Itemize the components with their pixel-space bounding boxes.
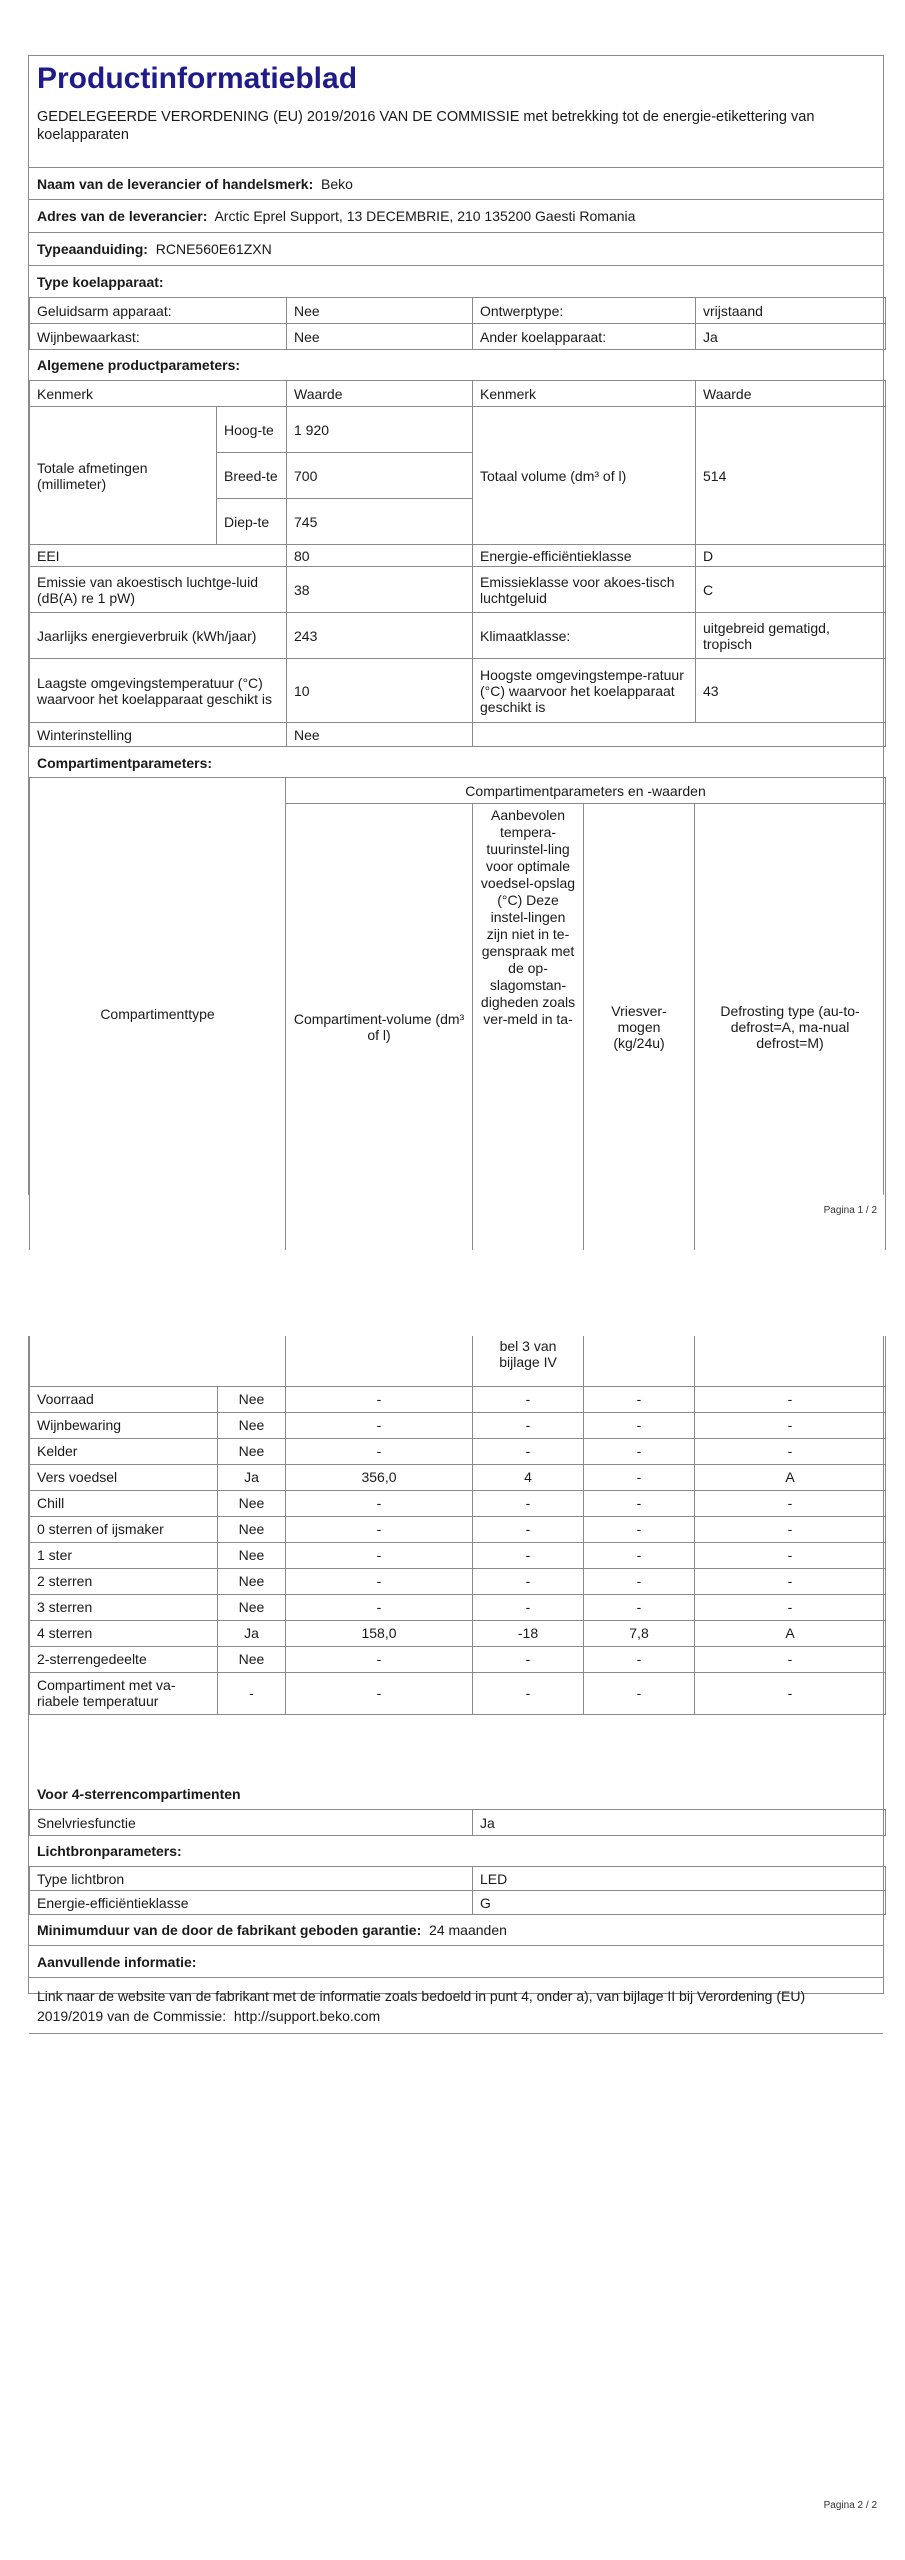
param-label: Emissie van akoestisch luchtge-luid (dB(A) re 1 pW) [30,567,287,613]
compartment-temp: - [473,1594,584,1620]
compartment-present: Nee [218,1490,286,1516]
param-value: 80 [287,545,473,567]
param-label: Klimaatklasse: [473,613,696,659]
compartment-freeze: - [584,1464,695,1490]
general-table [29,380,886,747]
total-volume-value: 514 [696,407,886,545]
compartment-present: - [218,1672,286,1714]
compartment-temp: - [473,1412,584,1438]
compartment-header-table [29,777,886,1250]
compartment-name: Chill [30,1490,218,1516]
compartment-defrost: A [695,1620,886,1646]
compartment-defrost: - [695,1516,886,1542]
empty-cell [584,1336,695,1386]
four-star-heading-row [29,1778,883,1810]
dimensions-label: Totale afmetingen (millimeter) [30,407,217,545]
compartment-row [30,1620,886,1646]
page-2 [0,1300,905,2560]
compartment-row [30,1412,886,1438]
general-heading: Algemene productparameters: [37,357,241,373]
compartment-group-header: Compartimentparameters en -waarden [286,778,886,804]
compartment-volume: - [286,1412,473,1438]
dimension-row [30,407,886,453]
compartment-freeze: - [584,1516,695,1542]
compartment-row [30,1672,886,1714]
page-number: Pagina 2 / 2 [823,2500,877,2511]
page-1 [0,0,905,1228]
general-row [30,613,886,659]
compartment-freeze: - [584,1438,695,1464]
dimension-sub-label: Hoog-te [217,407,287,453]
light-label: Type lichtbron [30,1867,473,1891]
dimension-sub-label: Diep-te [217,499,287,545]
compartment-present: Ja [218,1464,286,1490]
compartment-volume: - [286,1438,473,1464]
light-heading-row [29,1835,883,1867]
compartment-temp: - [473,1542,584,1568]
defrost-type-header: Defrosting type (au-to-defrost=A, ma-nual defrost=M) [695,804,886,1250]
compartment-defrost: A [695,1464,886,1490]
compartment-group-row [30,778,886,804]
compartment-temp: -18 [473,1620,584,1646]
compartment-present: Ja [218,1620,286,1646]
light-row [30,1891,886,1915]
compartment-volume: - [286,1386,473,1412]
compartment-defrost: - [695,1594,886,1620]
address-label: Adres van de leverancier: [37,208,208,224]
four-star-heading: Voor 4-sterrencompartimenten [37,1786,241,1802]
compartment-name: Wijnbewaring [30,1412,218,1438]
quick-freeze-label: Snelvriesfunctie [30,1810,473,1836]
compartment-volume: - [286,1568,473,1594]
volume-header: Compartiment-volume (dm³ of l) [286,804,473,1250]
type-label: Ander koelapparaat: [473,324,696,350]
param-value: C [696,567,886,613]
dimension-sub-label: Breed-te [217,453,287,499]
type-heading: Type koelapparaat: [37,274,164,290]
empty-cell [30,1336,286,1386]
winter-label: Winterinstelling [30,723,287,747]
compartment-row [30,1646,886,1672]
model-row [29,233,883,266]
general-header-row [30,381,886,407]
compartment-name: 2 sterren [30,1568,218,1594]
compartment-volume: 158,0 [286,1620,473,1646]
address-value: Arctic Eprel Support, 13 DECEMBRIE, 210 135200 Gaesti Romania [214,208,636,224]
page-number: Pagina 1 / 2 [823,1205,877,1216]
compartment-row [30,1438,886,1464]
page-title: Productinformatieblad [37,62,358,95]
product-sheet-page-1 [28,55,884,1195]
compartment-row [30,1490,886,1516]
compartment-present: Nee [218,1594,286,1620]
compartment-header-continued [30,1336,886,1386]
additional-heading-row [29,1946,883,1978]
column-header: Kenmerk [30,381,287,407]
type-row [30,298,886,324]
type-row [30,324,886,350]
compartment-present: Nee [218,1412,286,1438]
type-value: vrijstaand [696,298,886,324]
general-row [30,567,886,613]
compartment-present: Nee [218,1646,286,1672]
total-volume-label: Totaal volume (dm³ of l) [473,407,696,545]
compartment-heading-row [29,746,883,778]
compartment-temp: 4 [473,1464,584,1490]
model-value: RCNE560E61ZXN [155,241,272,257]
param-value: D [696,545,886,567]
compartment-row [30,1594,886,1620]
supplier-label: Naam van de leverancier of handelsmerk: [37,176,314,192]
dimension-value: 700 [287,453,473,499]
compartment-rows [30,1386,886,1714]
compartment-defrost: - [695,1568,886,1594]
general-row [30,545,886,567]
compartment-row [30,1516,886,1542]
compartment-temp: - [473,1438,584,1464]
quick-freeze-row [30,1810,886,1836]
light-row [30,1867,886,1891]
product-sheet-page-2 [28,1336,884,2024]
compartment-freeze: - [584,1568,695,1594]
empty-cell [286,1336,473,1386]
compartment-volume: - [286,1490,473,1516]
compartment-name: Vers voedsel [30,1464,218,1490]
compartment-name: Compartiment met va-riabele temperatuur [30,1672,218,1714]
warranty-value: 24 maanden [429,1922,507,1938]
compartment-temp: - [473,1672,584,1714]
manufacturer-link[interactable]: http://support.beko.com [233,2008,381,2024]
compartment-heading: Compartimentparameters: [37,755,213,771]
column-header: Kenmerk [473,381,696,407]
compartment-name: 2-sterrengedeelte [30,1646,218,1672]
winter-value: Nee [287,723,473,747]
compartment-temp: - [473,1516,584,1542]
light-value: G [473,1891,886,1915]
empty-cell [473,723,886,747]
compartment-freeze: - [584,1594,695,1620]
light-table [29,1866,886,1915]
compartment-present: Nee [218,1438,286,1464]
supplier-row [29,168,883,200]
param-label: EEI [30,545,287,567]
compartment-volume: - [286,1646,473,1672]
param-value: 10 [287,659,473,723]
compartment-present: Nee [218,1568,286,1594]
compartment-name: 4 sterren [30,1620,218,1646]
compartment-defrost: - [695,1672,886,1714]
compartment-volume: - [286,1542,473,1568]
winter-row [30,723,886,747]
light-label: Energie-efficiëntieklasse [30,1891,473,1915]
compartment-volume: 356,0 [286,1464,473,1490]
compartment-temp: - [473,1490,584,1516]
param-value: 243 [287,613,473,659]
warranty-row [29,1914,883,1946]
param-value: uitgebreid gematigd, tropisch [696,613,886,659]
type-value: Ja [696,324,886,350]
compartment-freeze: - [584,1646,695,1672]
type-value: Nee [287,324,473,350]
type-label: Geluidsarm apparaat: [30,298,287,324]
compartment-temp: - [473,1568,584,1594]
compartment-freeze: - [584,1490,695,1516]
additional-info-row [29,1978,883,2034]
regulation-subtitle: GEDELEGEERDE VERORDENING (EU) 2019/2016 VAN DE COMMISSIE met betrekking tot de energie-etikettering van koelapparaten [37,109,815,143]
compartment-present: Nee [218,1386,286,1412]
dimension-value: 1 920 [287,407,473,453]
param-label: Emissieklasse voor akoes-tisch luchtgeluid [473,567,696,613]
header-block [29,56,883,168]
compartment-name: Kelder [30,1438,218,1464]
compartment-type-header: Compartimenttype [30,778,286,1250]
compartment-present: Nee [218,1542,286,1568]
type-heading-row [29,266,883,298]
compartment-freeze: - [584,1542,695,1568]
temperature-header-continued: bel 3 van bijlage IV [473,1336,584,1386]
freeze-capacity-header: Vriesver-mogen (kg/24u) [584,804,695,1250]
compartment-volume: - [286,1516,473,1542]
compartment-freeze: - [584,1386,695,1412]
additional-heading: Aanvullende informatie: [37,1954,197,1970]
type-table [29,297,886,350]
compartment-row [30,1386,886,1412]
light-value: LED [473,1867,886,1891]
column-header: Waarde [287,381,473,407]
compartment-row [30,1464,886,1490]
compartment-freeze: 7,8 [584,1620,695,1646]
compartment-table [29,1336,886,1715]
compartment-freeze: - [584,1412,695,1438]
type-label: Ontwerptype: [473,298,696,324]
column-header: Waarde [696,381,886,407]
param-label: Hoogste omgevingstempe-ratuur (°C) waarvoor het koelapparaat geschikt is [473,659,696,723]
compartment-name: 3 sterren [30,1594,218,1620]
compartment-defrost: - [695,1412,886,1438]
general-heading-row [29,349,883,381]
quick-freeze-value: Ja [473,1810,886,1836]
compartment-temp: - [473,1646,584,1672]
address-row [29,200,883,233]
compartment-name: Voorraad [30,1386,218,1412]
compartment-defrost: - [695,1490,886,1516]
temperature-header: Aanbevolen tempera-tuurinstel-ling voor optimale voedsel-opslag (°C) Deze instel-lingen zijn niet in te-genspraak met de op-slagomstan-digheden zoals ver-meld in ta- [473,804,584,1250]
compartment-row [30,1568,886,1594]
type-label: Wijnbewaarkast: [30,324,287,350]
four-star-table [29,1809,886,1836]
compartment-volume: - [286,1594,473,1620]
compartment-volume: - [286,1672,473,1714]
compartment-defrost: - [695,1386,886,1412]
light-heading: Lichtbronparameters: [37,1843,182,1859]
compartment-name: 0 sterren of ijsmaker [30,1516,218,1542]
compartment-row [30,1542,886,1568]
param-value: 43 [696,659,886,723]
param-label: Energie-efficiëntieklasse [473,545,696,567]
model-label: Typeaanduiding: [37,241,148,257]
general-row [30,659,886,723]
supplier-value: Beko [321,176,353,192]
compartment-defrost: - [695,1542,886,1568]
compartment-defrost: - [695,1646,886,1672]
param-value: 38 [287,567,473,613]
compartment-name: 1 ster [30,1542,218,1568]
compartment-temp: - [473,1386,584,1412]
additional-text: Link naar de website van de fabrikant met de informatie zoals bedoeld in punt 4, onder a), van bijlage II bij Verordening (EU) 2019/2019 van de Commissie: [37,1988,806,2024]
type-value: Nee [287,298,473,324]
param-label: Laagste omgevingstemperatuur (°C) waarvoor het koelapparaat geschikt is [30,659,287,723]
compartment-present: Nee [218,1516,286,1542]
compartment-defrost: - [695,1438,886,1464]
compartment-freeze: - [584,1672,695,1714]
warranty-label: Minimumduur van de door de fabrikant geboden garantie: [37,1922,422,1938]
param-label: Jaarlijks energieverbruik (kWh/jaar) [30,613,287,659]
dimension-value: 745 [287,499,473,545]
empty-cell [695,1336,886,1386]
